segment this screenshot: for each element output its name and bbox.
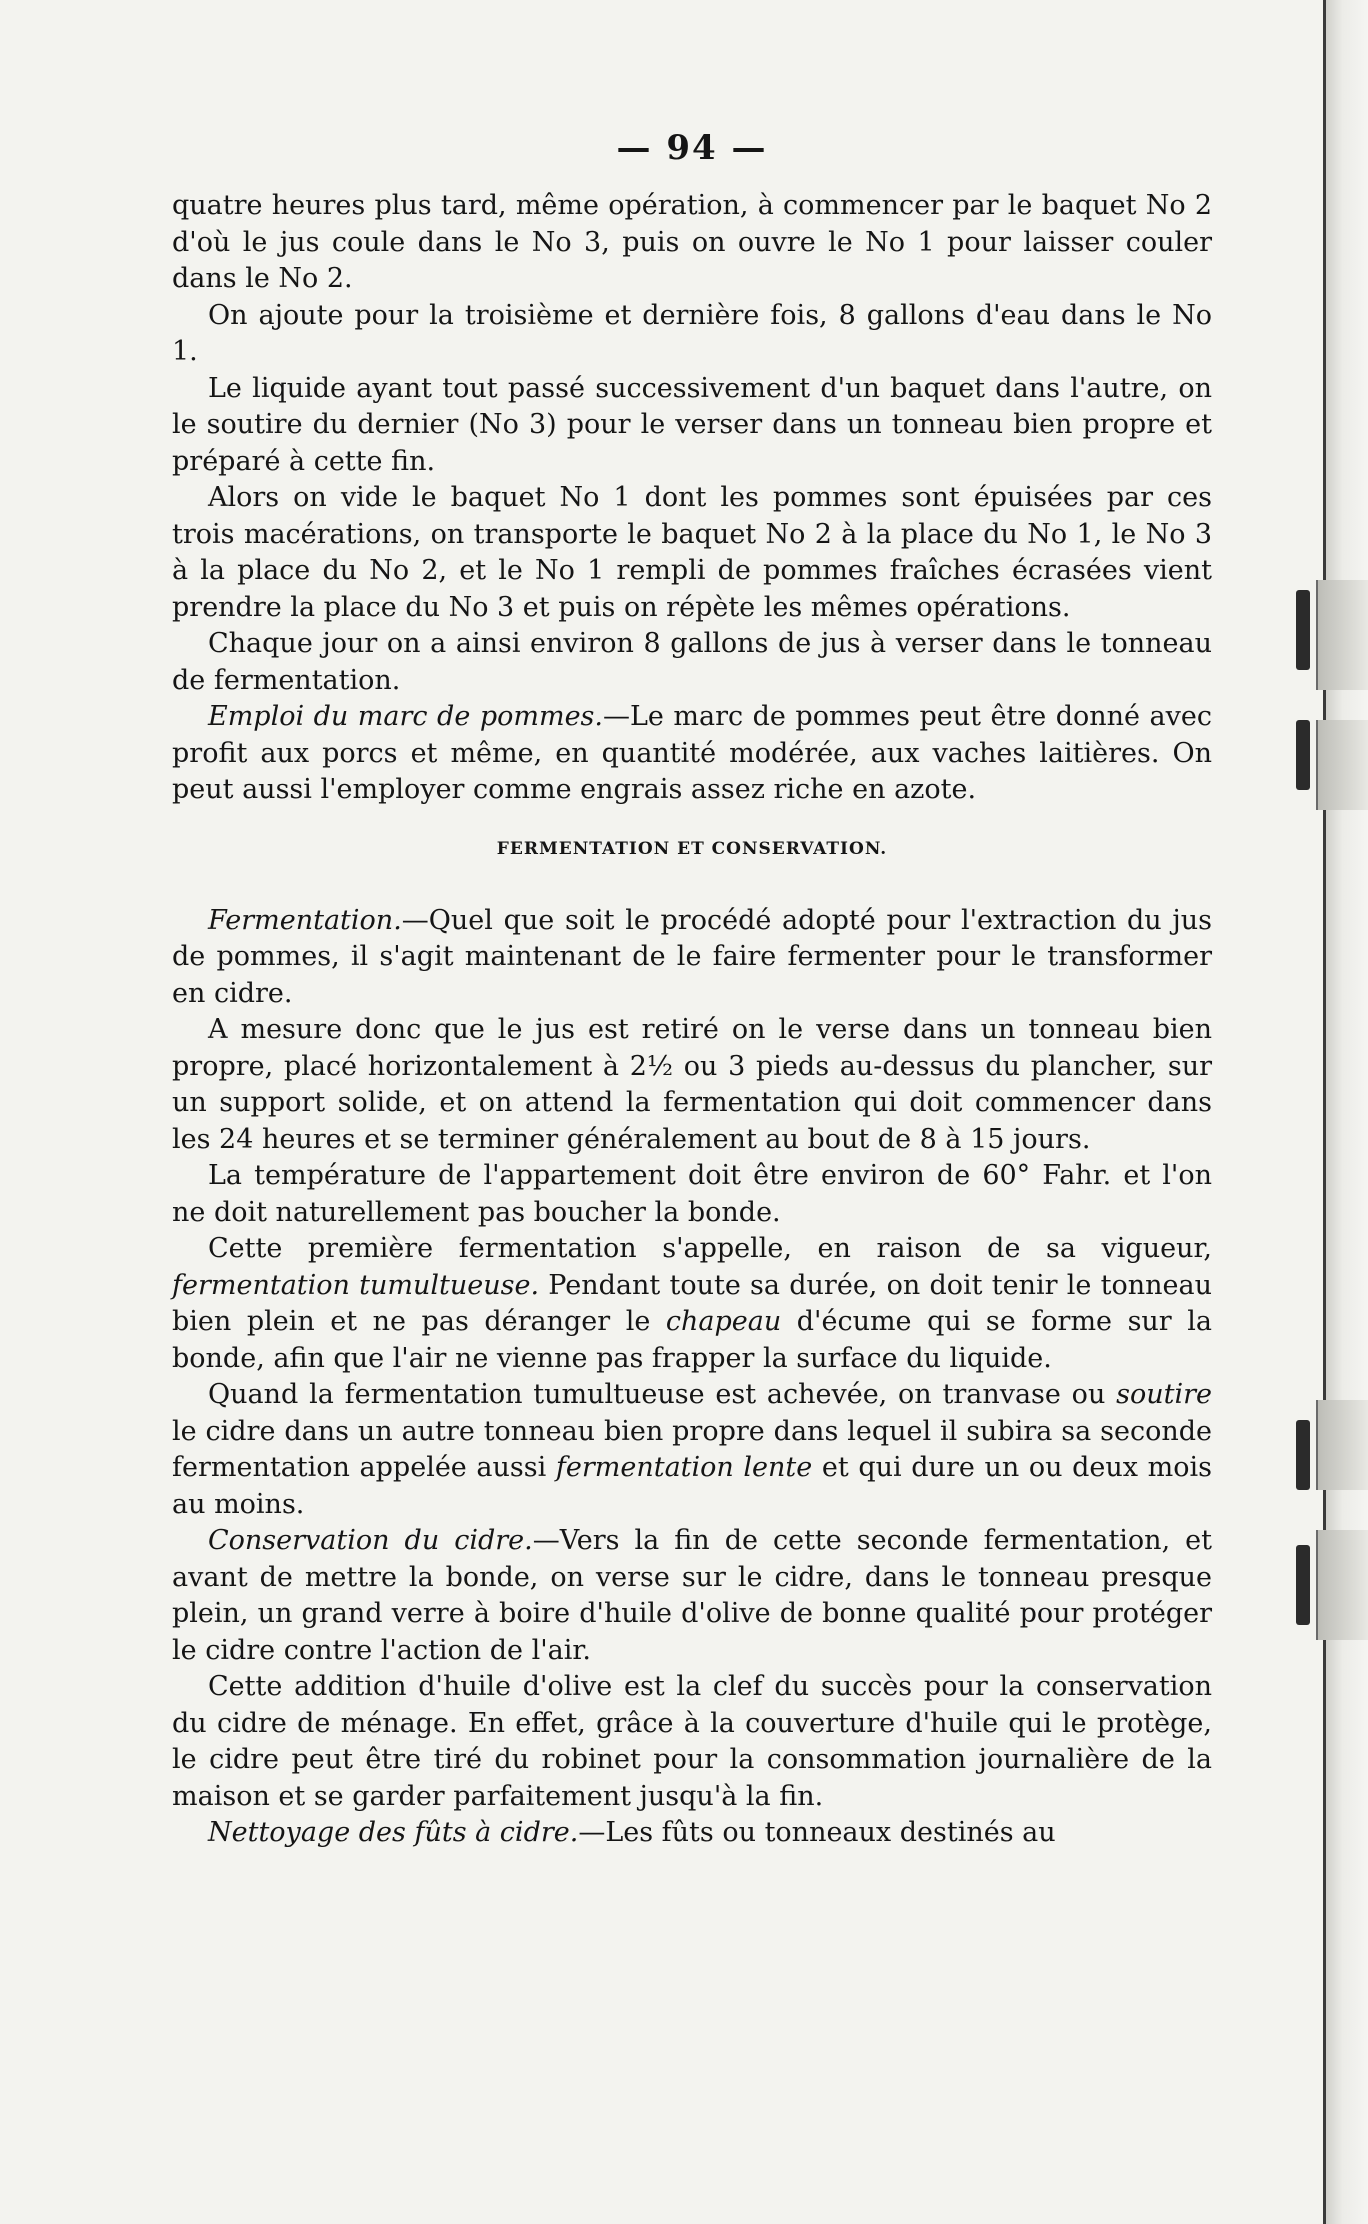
paragraph [172, 626, 1212, 699]
paragraph [172, 1815, 1212, 1852]
paragraph-text: On ajoute pour la troisième et dernière fois, 8 gallons d'eau dans le No 1. [172, 299, 1212, 367]
paragraph-text: Chaque jour on a ainsi environ 8 gallons de jus à verser dans le tonneau de fermentation. [172, 628, 1212, 696]
paragraph-part: Cette première fermentation s'appelle, en raison de sa vigueur, [208, 1233, 1212, 1264]
page-number: — 94 — [616, 128, 768, 168]
paragraph-part: fermentation tumultueuse. [172, 1269, 540, 1301]
paragraph-text: —Vers la fin de cette seconde fermentation, et avant de mettre la bonde, on verse sur le cidre, dans le tonneau presque plein, un grand verre à boire d'huile d'olive de bonne qualité pour protéger le cidre contre l'action de l'air. [172, 1525, 1212, 1666]
binding-mark-1 [1296, 590, 1310, 670]
paragraph-part: fermentation lente [555, 1452, 813, 1483]
paragraph [172, 699, 1212, 809]
paragraph [172, 1669, 1212, 1815]
section-heading: FERMENTATION ET CONSERVATION. [496, 838, 888, 859]
paragraph [172, 1231, 1212, 1377]
paragraph-text: Le liquide ayant tout passé successivement d'un baquet dans l'autre, on le soutire du dernier (No 3) pour le verser dans un tonneau bien propre et préparé à cette fin. [172, 372, 1212, 477]
binding-clip-1 [1316, 580, 1368, 690]
paragraph-part: et qui dure un ou deux mois au moins. [172, 1452, 1212, 1520]
paragraph [172, 188, 1212, 298]
paragraph [172, 903, 1212, 1013]
paragraph-text: A mesure donc que le jus est retiré on le verse dans un tonneau bien propre, placé horizontalement à 2½ ou 3 pieds au-dessus du plancher, sur un support solide, et on attend la fermentation qui doit commencer dans les 24 heures et se terminer généralement au bout de 8 à 15 jours. [172, 1014, 1212, 1155]
paragraphs-before [172, 188, 1212, 809]
paragraph-part: Quand la fermentation tumultueuse est achevée, on tranvase ou [208, 1379, 1117, 1410]
paragraph-text: —Les fûts ou tonneaux destinés au [578, 1817, 1056, 1848]
paragraph-part: le cidre dans un autre tonneau bien propre dans lequel il subira sa seconde fermentation appelée aussi [172, 1415, 1212, 1483]
paragraph-part: chapeau [665, 1306, 782, 1337]
paragraph-lead: Nettoyage des fûts à cidre. [208, 1817, 579, 1848]
paragraph-lead: Fermentation. [208, 904, 402, 936]
paragraph [172, 1377, 1212, 1523]
paragraph-part: soutire [1116, 1379, 1212, 1410]
page-edge [1323, 0, 1368, 2224]
paragraph-lead: Emploi du marc de pommes. [208, 701, 603, 732]
paragraph-part: d'écume qui se forme sur la bonde, afin que l'air ne vienne pas frapper la surface du liquide. [172, 1306, 1212, 1374]
paragraph [172, 480, 1212, 626]
paragraph-text: —Le marc de pommes peut être donné avec profit aux porcs et même, en quantité modérée, aux vaches laitières. On peut aussi l'employer comme engrais assez riche en azote. [172, 701, 1212, 805]
paragraph-part: Pendant toute sa durée, on doit tenir le tonneau bien plein et ne pas déranger le [172, 1269, 1212, 1337]
paragraph [172, 1158, 1212, 1231]
paragraphs-after [172, 903, 1212, 1852]
paragraph-text: Cette addition d'huile d'olive est la clef du succès pour la conservation du cidre de ménage. En effet, grâce à la couverture d'huile qui le protège, le cidre peut être tiré du robinet pour la consommation journalière de la maison et se garder parfaitement jusqu'à la fin. [172, 1671, 1212, 1812]
paragraph [172, 1012, 1212, 1158]
binding-clip-2 [1316, 720, 1368, 810]
paragraph-text: quatre heures plus tard, même opération, à commencer par le baquet No 2 d'où le jus coule dans le No 3, puis on ouvre le No 1 pour laisser couler dans le No 2. [172, 190, 1212, 294]
paragraph [172, 1523, 1212, 1669]
text-block [172, 128, 1212, 1852]
paragraph-text: Alors on vide le baquet No 1 dont les pommes sont épuisées par ces trois macérations, on transporte le baquet No 2 à la place du No 1, le No 3 à la place du No 2, et le No 1 rempli de pommes fraîches écrasées vient prendre la place du No 3 et puis on répète les mêmes opérations. [172, 482, 1212, 623]
paragraph-text: La température de l'appartement doit être environ de 60° Fahr. et l'on ne doit naturellement pas boucher la bonde. [172, 1160, 1212, 1228]
binding-mark-4 [1296, 1545, 1310, 1625]
binding-mark-3 [1296, 1420, 1310, 1490]
paragraph [172, 298, 1212, 371]
binding-clip-3 [1316, 1400, 1368, 1490]
paragraph-lead: Conservation du cidre. [208, 1525, 533, 1556]
binding-clip-4 [1316, 1530, 1368, 1640]
paragraph [172, 371, 1212, 481]
paragraph-text: —Quel que soit le procédé adopté pour l'extraction du jus de pommes, il s'agit maintenant de le faire fermenter pour le transformer en cidre. [172, 904, 1212, 1009]
binding-mark-2 [1296, 720, 1310, 790]
